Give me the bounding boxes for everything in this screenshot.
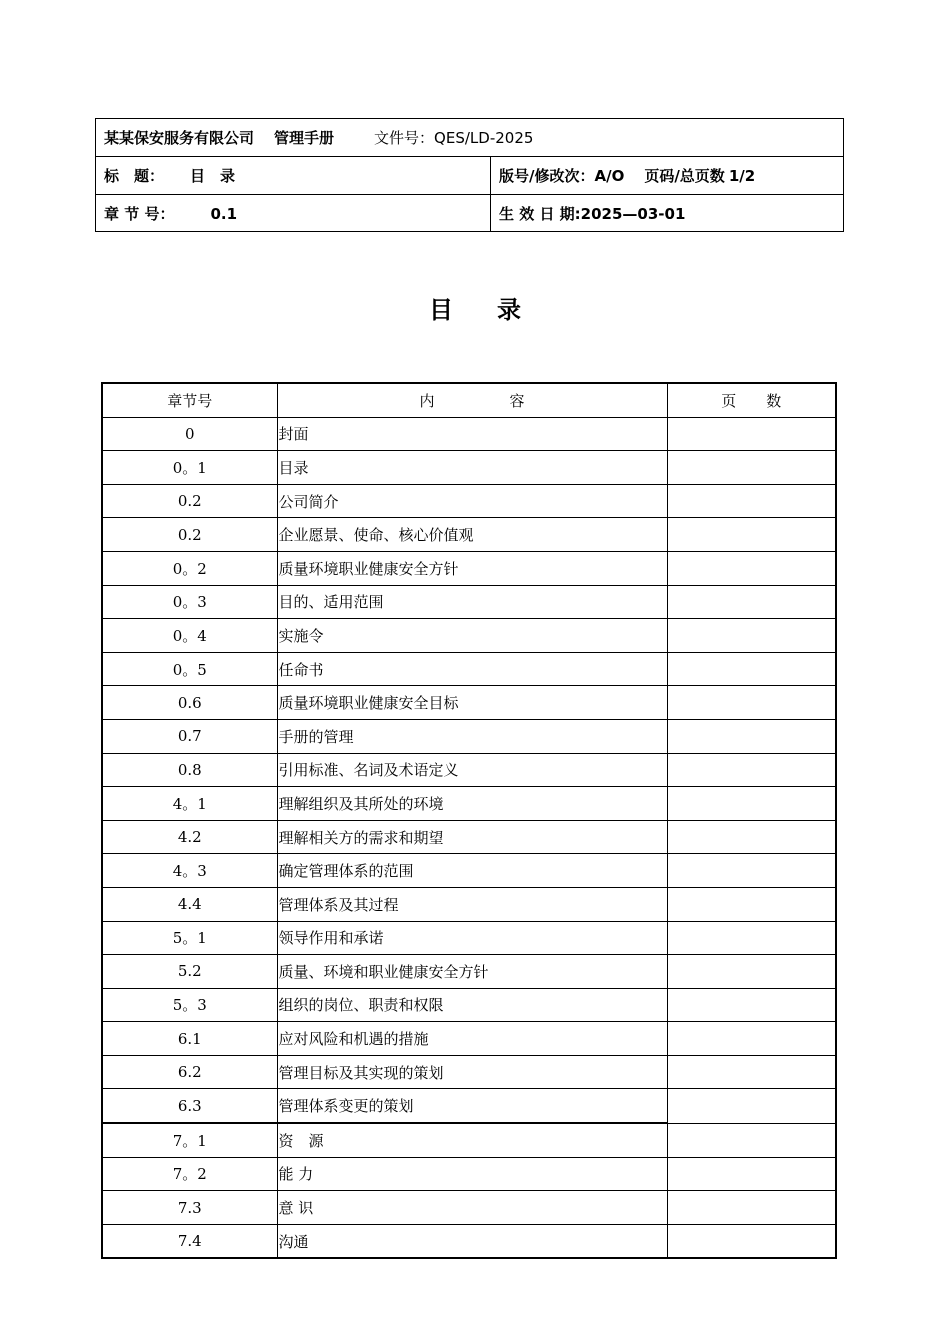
chapter-cell bbox=[96, 195, 491, 232]
toc-content: 公司简介 bbox=[277, 484, 667, 518]
toc-page bbox=[667, 518, 836, 552]
toc-chapter-no: 0.2 bbox=[102, 484, 277, 518]
toc-page bbox=[667, 1055, 836, 1089]
page-title: 目录 bbox=[429, 296, 565, 324]
toc-content: 管理目标及其实现的策划 bbox=[277, 1055, 667, 1089]
toc-page bbox=[667, 585, 836, 619]
toc-row bbox=[102, 988, 836, 1022]
toc-row bbox=[102, 619, 836, 653]
effective-date-cell bbox=[491, 195, 844, 232]
toc-content: 目录 bbox=[277, 451, 667, 485]
toc-content: 领导作用和承诺 bbox=[277, 921, 667, 955]
toc-row bbox=[102, 921, 836, 955]
toc-chapter-no: 4。3 bbox=[102, 854, 277, 888]
toc-content: 引用标准、名词及术语定义 bbox=[277, 753, 667, 787]
toc-chapter-no: 5.2 bbox=[102, 955, 277, 989]
toc-row bbox=[102, 820, 836, 854]
toc-chapter-no: 6.2 bbox=[102, 1055, 277, 1089]
toc-table bbox=[101, 382, 837, 1259]
toc-row bbox=[102, 1157, 836, 1191]
toc-chapter-no: 0.8 bbox=[102, 753, 277, 787]
toc-page bbox=[667, 921, 836, 955]
toc-content: 实施令 bbox=[277, 619, 667, 653]
chapter-value: 0.1 bbox=[210, 204, 238, 223]
toc-row bbox=[102, 955, 836, 989]
toc-page bbox=[667, 551, 836, 585]
toc-row bbox=[102, 417, 836, 451]
toc-chapter-no: 0。5 bbox=[102, 652, 277, 686]
header-row-2 bbox=[96, 157, 844, 195]
toc-row bbox=[102, 887, 836, 921]
toc-page bbox=[667, 484, 836, 518]
toc-row bbox=[102, 854, 836, 888]
toc-content: 理解组织及其所处的环境 bbox=[277, 787, 667, 821]
toc-content: 质量环境职业健康安全目标 bbox=[277, 686, 667, 720]
toc-content: 管理体系变更的策划 bbox=[277, 1089, 667, 1123]
toc-page bbox=[667, 719, 836, 753]
toc-row bbox=[102, 753, 836, 787]
toc-chapter-no: 4。1 bbox=[102, 787, 277, 821]
toc-chapter-no: 5。3 bbox=[102, 988, 277, 1022]
toc-chapter-no: 7。1 bbox=[102, 1123, 277, 1157]
toc-page bbox=[667, 1123, 836, 1157]
toc-chapter-no: 7.4 bbox=[102, 1224, 277, 1258]
toc-content: 沟通 bbox=[277, 1224, 667, 1258]
toc-chapter-no: 6.3 bbox=[102, 1089, 277, 1123]
toc-chapter-no: 0。1 bbox=[102, 451, 277, 485]
page-value: 1/2 bbox=[728, 167, 756, 185]
page-label: 页码/总页数 bbox=[644, 167, 725, 185]
toc-row bbox=[102, 1191, 836, 1225]
toc-row bbox=[102, 1089, 836, 1123]
toc-page bbox=[667, 887, 836, 921]
toc-page bbox=[667, 787, 836, 821]
toc-chapter-no: 0。4 bbox=[102, 619, 277, 653]
toc-header-page: 页 数 bbox=[667, 383, 836, 417]
toc-row bbox=[102, 1123, 836, 1157]
toc-page bbox=[667, 1157, 836, 1191]
toc-content: 任命书 bbox=[277, 652, 667, 686]
toc-row bbox=[102, 787, 836, 821]
company-name: 某某保安服务有限公司 bbox=[104, 129, 255, 147]
document-header bbox=[95, 118, 844, 232]
toc-content: 确定管理体系的范围 bbox=[277, 854, 667, 888]
toc-chapter-no: 7。2 bbox=[102, 1157, 277, 1191]
toc-chapter-no: 4.4 bbox=[102, 887, 277, 921]
toc-header-row bbox=[102, 383, 836, 417]
toc-chapter-no: 4.2 bbox=[102, 820, 277, 854]
toc-content: 意 识 bbox=[277, 1191, 667, 1225]
toc-chapter-no: 7.3 bbox=[102, 1191, 277, 1225]
toc-page bbox=[667, 451, 836, 485]
toc-page bbox=[667, 820, 836, 854]
toc-chapter-no: 0.6 bbox=[102, 686, 277, 720]
version-cell bbox=[491, 157, 844, 195]
toc-chapter-no: 0。2 bbox=[102, 551, 277, 585]
toc-chapter-no: 5。1 bbox=[102, 921, 277, 955]
toc-row bbox=[102, 1055, 836, 1089]
toc-row bbox=[102, 451, 836, 485]
toc-page bbox=[667, 652, 836, 686]
toc-row bbox=[102, 719, 836, 753]
toc-page bbox=[667, 988, 836, 1022]
toc-content: 质量、环境和职业健康安全方针 bbox=[277, 955, 667, 989]
toc-row bbox=[102, 551, 836, 585]
toc-row bbox=[102, 518, 836, 552]
version-value: A/O bbox=[594, 167, 625, 185]
toc-page bbox=[667, 619, 836, 653]
title-cell bbox=[96, 157, 491, 195]
toc-page bbox=[667, 854, 836, 888]
toc-content: 目的、适用范围 bbox=[277, 585, 667, 619]
toc-page bbox=[667, 1191, 836, 1225]
toc-page bbox=[667, 955, 836, 989]
date-label: 生 效 日 期: bbox=[499, 204, 581, 223]
toc-content: 企业愿景、使命、核心价值观 bbox=[277, 518, 667, 552]
toc-page bbox=[667, 417, 836, 451]
toc-page bbox=[667, 1224, 836, 1258]
toc-content: 封面 bbox=[277, 417, 667, 451]
toc-page bbox=[667, 753, 836, 787]
header-company-cell bbox=[96, 119, 844, 157]
toc-chapter-no: 0。3 bbox=[102, 585, 277, 619]
toc-content: 质量环境职业健康安全方针 bbox=[277, 551, 667, 585]
toc-page bbox=[667, 686, 836, 720]
date-value: 2025—03-01 bbox=[580, 204, 686, 223]
toc-content: 组织的岗位、职责和权限 bbox=[277, 988, 667, 1022]
toc-content: 能 力 bbox=[277, 1157, 667, 1191]
toc-row bbox=[102, 1224, 836, 1258]
toc-row bbox=[102, 1022, 836, 1056]
toc-header-chapter: 章节号 bbox=[102, 383, 277, 417]
toc-content: 理解相关方的需求和期望 bbox=[277, 820, 667, 854]
toc-page bbox=[667, 1089, 836, 1123]
toc-row bbox=[102, 652, 836, 686]
toc-content: 手册的管理 bbox=[277, 719, 667, 753]
toc-chapter-no: 0.7 bbox=[102, 719, 277, 753]
toc-row bbox=[102, 484, 836, 518]
version-label: 版号/修改次： bbox=[499, 167, 595, 185]
toc-content: 资 源 bbox=[277, 1123, 667, 1157]
toc-chapter-no: 0.2 bbox=[102, 518, 277, 552]
title-value: 目 录 bbox=[190, 167, 236, 185]
file-no-label: 文件号： bbox=[374, 129, 435, 147]
header-row-1 bbox=[96, 119, 844, 157]
toc-chapter-no: 0 bbox=[102, 417, 277, 451]
header-row-3 bbox=[96, 195, 844, 232]
toc-content: 管理体系及其过程 bbox=[277, 887, 667, 921]
file-no-value: QES/LD-2025 bbox=[434, 129, 534, 147]
toc-content: 应对风险和机遇的措施 bbox=[277, 1022, 667, 1056]
toc-row bbox=[102, 686, 836, 720]
toc-row bbox=[102, 585, 836, 619]
toc-chapter-no: 6.1 bbox=[102, 1022, 277, 1056]
manual-name: 管理手册 bbox=[274, 129, 335, 147]
chapter-label: 章 节 号： bbox=[104, 204, 175, 223]
toc-page bbox=[667, 1022, 836, 1056]
title-label: 标 题： bbox=[104, 167, 165, 185]
toc-header-content: 内 容 bbox=[277, 383, 667, 417]
